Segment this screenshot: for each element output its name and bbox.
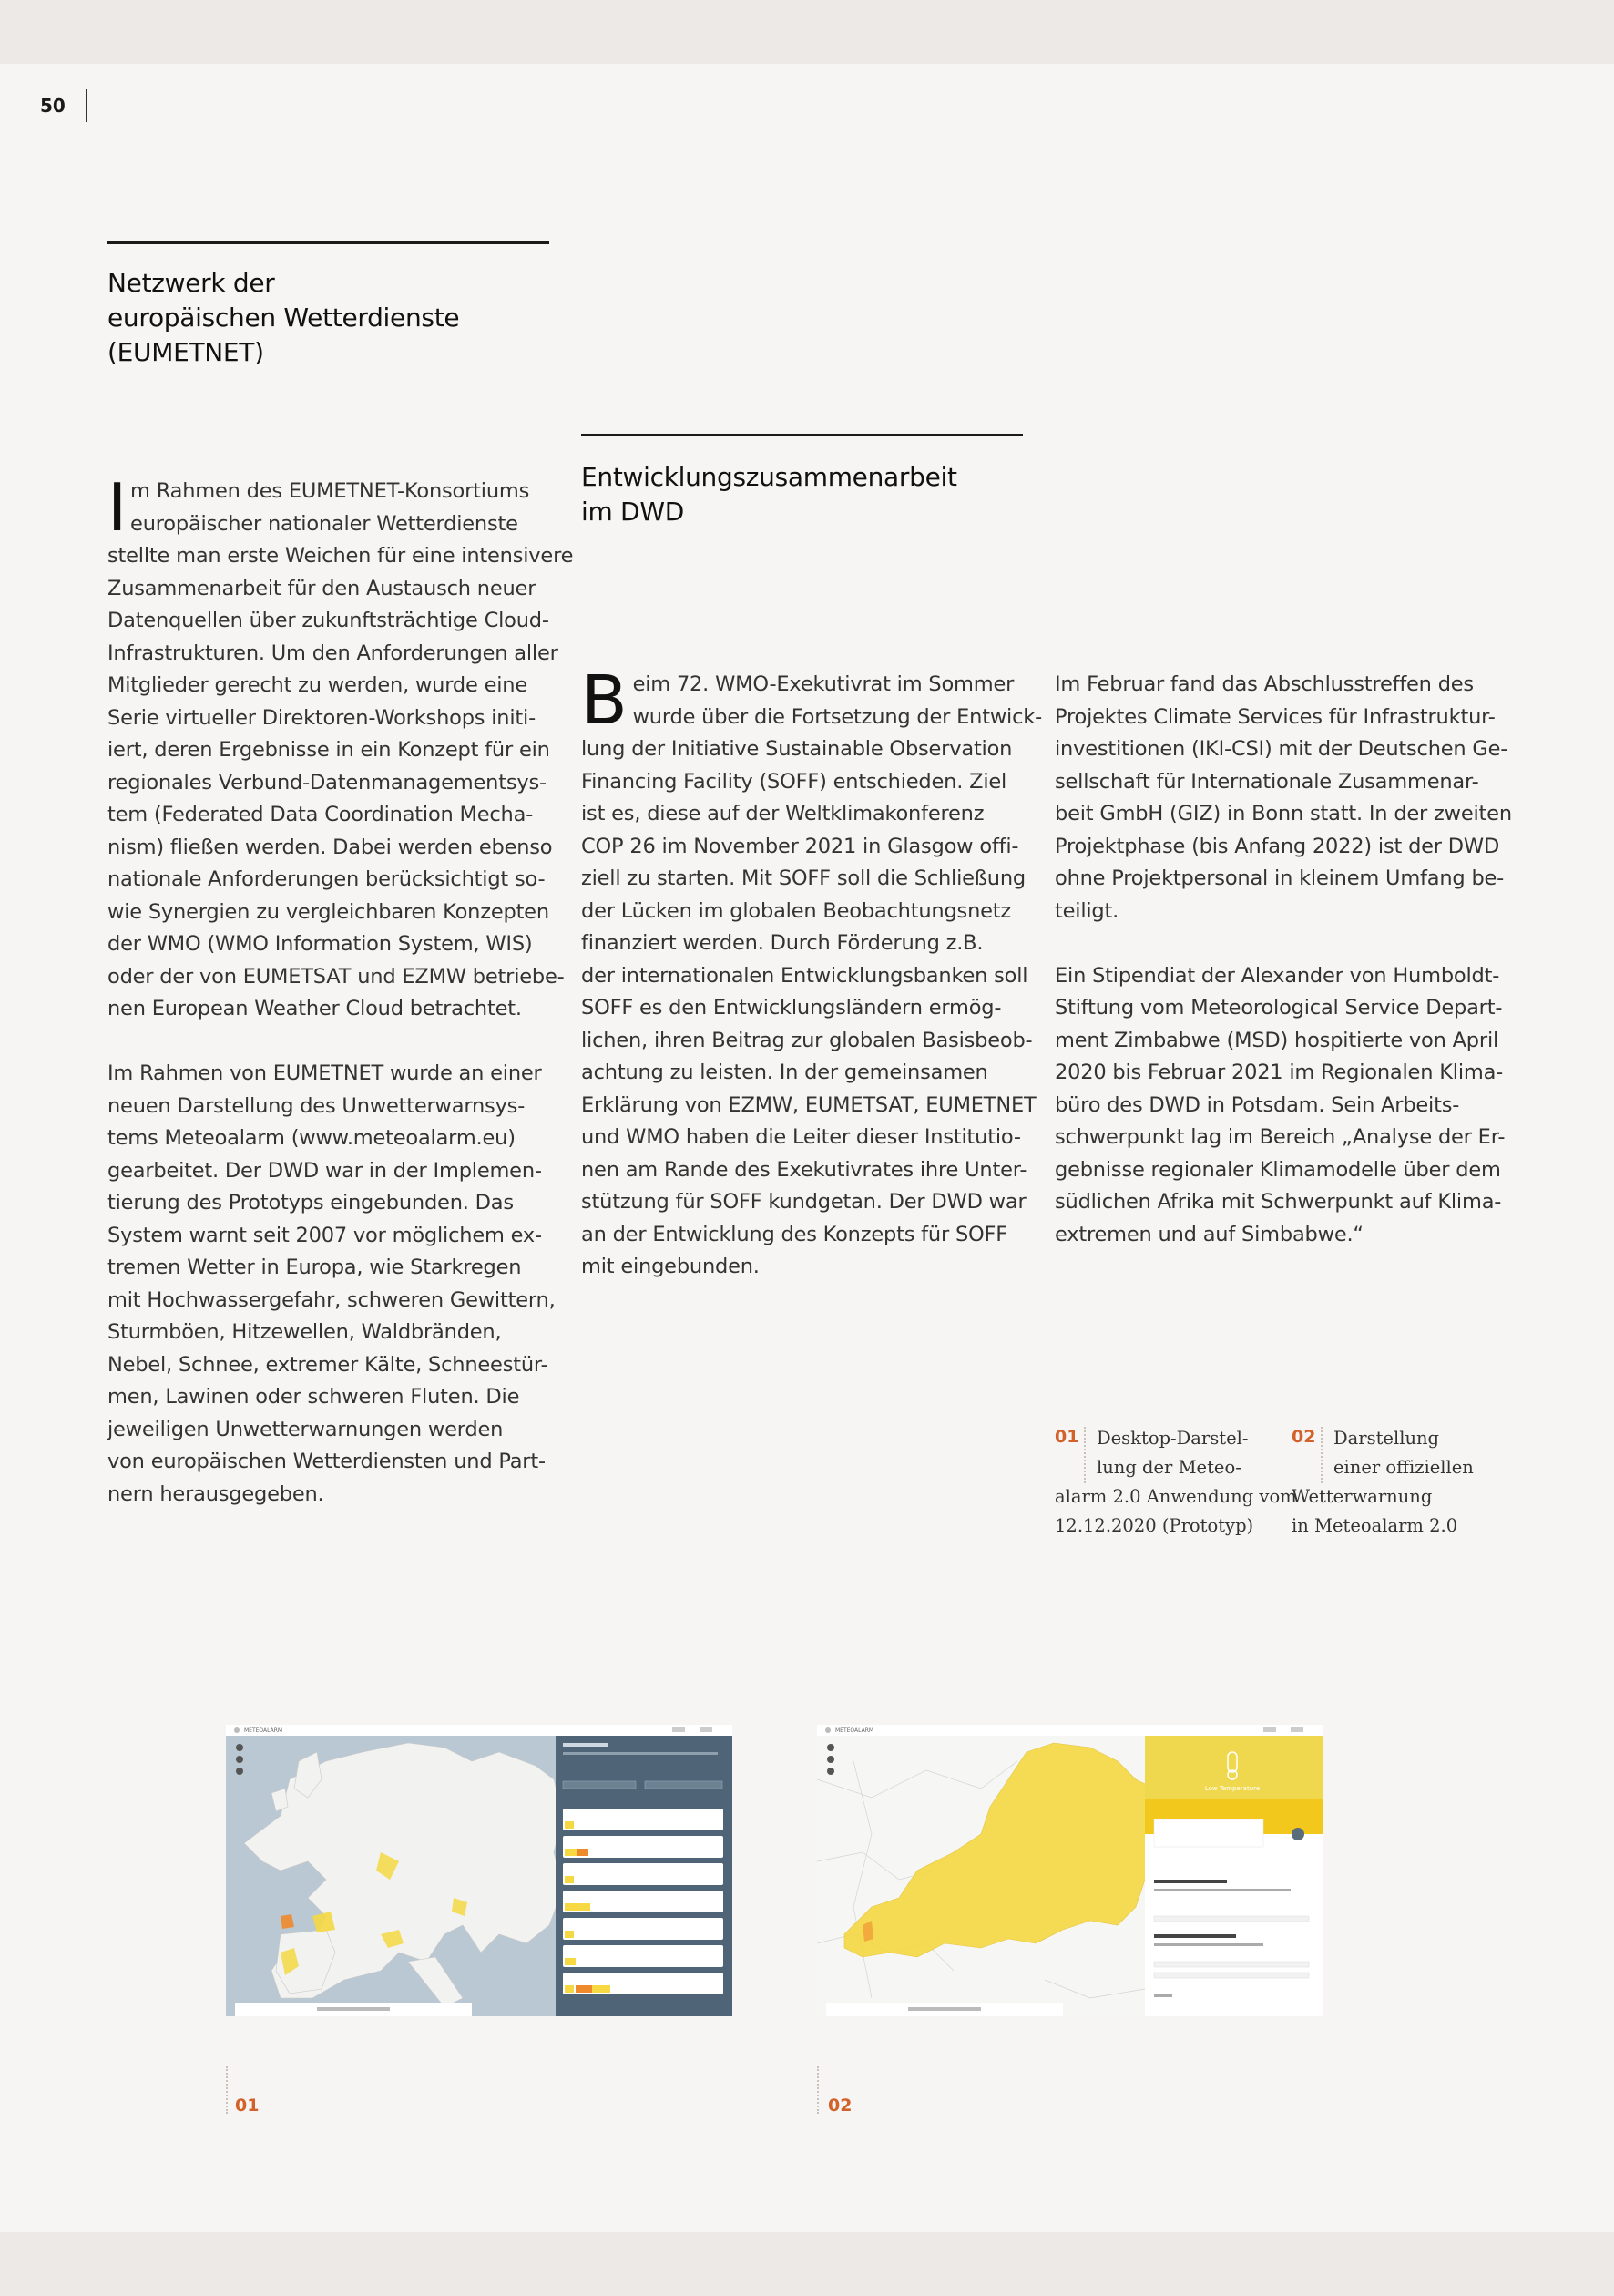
- text-line: teiligt.: [1055, 898, 1119, 923]
- text-line: wie Synergien zu vergleichbaren Konzepten: [107, 899, 549, 924]
- page-number-divider: [86, 89, 87, 122]
- caption-line: Darstellung: [1333, 1428, 1440, 1449]
- middle-heading: [581, 460, 957, 529]
- text-line: Mitglieder gerecht zu werden, wurde eine: [107, 673, 527, 697]
- text-line: der Lücken im globalen Beobachtungsnetz: [581, 898, 1012, 923]
- text-line: System warnt seit 2007 vor möglichem ex-: [107, 1223, 542, 1247]
- figure-number-01: 01: [235, 2096, 260, 2116]
- figure-02-divider: [817, 2066, 819, 2114]
- text-line: ziell zu starten. Mit SOFF soll die Schließung: [581, 866, 1026, 890]
- text-line: 2020 bis Februar 2021 im Regionalen Klima-: [1055, 1061, 1504, 1084]
- text-line: Im Februar fand das Abschlusstreffen des: [1055, 672, 1474, 696]
- text-line: SOFF es den Entwicklungsländern ermög-: [581, 996, 1002, 1020]
- left-heading-rule: [107, 241, 549, 244]
- europe-map-illustration: [226, 1725, 732, 2016]
- dropcap-i: I: [107, 469, 128, 546]
- figure-01-screenshot: [226, 1725, 732, 2016]
- dropcap-b: B: [581, 661, 628, 740]
- text-line: Projektes Climate Services für Infrastruktur-: [1055, 704, 1496, 729]
- right-column-text: [1055, 669, 1510, 1251]
- caption-number-01: 01: [1055, 1427, 1079, 1447]
- text-line: extremen und auf Simbabwe.“: [1055, 1222, 1364, 1246]
- text-line: nen am Rande des Exekutivrates ihre Unter-: [581, 1157, 1027, 1182]
- text-line: an der Entwicklung des Konzepts für SOFF: [581, 1222, 1008, 1246]
- text-line: m Rahmen des EUMETNET-Konsortiums: [130, 479, 530, 503]
- caption-02: [1292, 1424, 1474, 1541]
- caption-01: [1055, 1424, 1297, 1541]
- caption-line: Wetterwarnung: [1292, 1486, 1433, 1507]
- text-line: Serie virtueller Direktoren-Workshops initi-: [107, 705, 536, 730]
- text-line: büro des DWD in Potsdam. Sein Arbeits-: [1055, 1092, 1460, 1117]
- page-number: 50: [40, 95, 66, 117]
- middle-heading-rule: [581, 434, 1023, 436]
- text-line: ist es, diese auf der Weltklimakonferenz: [581, 802, 985, 825]
- text-line: nationale Anforderungen berücksichtigt so-: [107, 867, 546, 891]
- text-line: COP 26 im November 2021 in Glasgow offi-: [581, 834, 1019, 858]
- text-line: Infrastrukturen. Um den Anforderungen aller: [107, 641, 558, 665]
- text-line: der WMO (WMO Information System, WIS): [107, 932, 533, 956]
- text-line: mit eingebunden.: [581, 1255, 760, 1278]
- caption-line: in Meteoalarm 2.0: [1292, 1515, 1458, 1536]
- text-line: achtung zu leisten. In der gemeinsamen: [581, 1061, 988, 1084]
- text-line: der internationalen Entwicklungsbanken soll: [581, 963, 1028, 988]
- figure-number-02: 02: [828, 2096, 853, 2116]
- left-heading-line: europäischen Wetterdienste: [107, 302, 460, 333]
- top-band: [0, 0, 1614, 64]
- text-line: lichen, ihren Beitrag zur globalen Basisbeob-: [581, 1028, 1033, 1052]
- text-line: neuen Darstellung des Unwetterwarnsys-: [107, 1093, 526, 1118]
- caption-line: alarm 2.0 Anwendung vom: [1055, 1486, 1297, 1507]
- text-line: stellte man erste Weichen für eine intensivere: [107, 544, 574, 568]
- text-line: tem (Federated Data Coordination Mecha-: [107, 803, 534, 826]
- text-line: tierung des Prototyps eingebunden. Das: [107, 1191, 514, 1215]
- left-heading-line: (EUMETNET): [107, 337, 264, 367]
- text-line: schwerpunkt lag im Bereich „Analyse der Er-: [1055, 1125, 1506, 1149]
- text-line: Zusammenarbeit für den Austausch neuer: [107, 576, 536, 600]
- caption-line: einer offiziellen: [1333, 1457, 1474, 1478]
- text-line: jeweiligen Unwetterwarnungen werden: [107, 1417, 504, 1441]
- germany-warning-map-illustration: [817, 1725, 1323, 2016]
- text-line: oder der von EUMETSAT und EZMW betriebe-: [107, 964, 565, 989]
- text-line: men, Lawinen oder schweren Fluten. Die: [107, 1385, 520, 1409]
- figure-01-logo-text: METEOALARM: [244, 1727, 283, 1734]
- text-line: Financing Facility (SOFF) entschieden. Ziel: [581, 769, 1007, 794]
- text-line: gearbeitet. Der DWD war in der Implemen-: [107, 1158, 542, 1183]
- figure-01-divider: [226, 2066, 228, 2114]
- left-heading: [107, 266, 459, 370]
- text-line: und WMO haben die Leiter dieser Institutio-: [581, 1125, 1021, 1149]
- text-line: stützung für SOFF kundgetan. Der DWD war: [581, 1190, 1027, 1214]
- text-line: Im Rahmen von EUMETNET wurde an einer: [107, 1061, 542, 1085]
- text-line: lung der Initiative Sustainable Observation: [581, 737, 1013, 761]
- text-line: europäischer nationaler Wetterdienste: [130, 511, 518, 536]
- middle-heading-line: im DWD: [581, 497, 684, 527]
- text-line: von europäischen Wetterdiensten und Part-: [107, 1450, 546, 1473]
- text-line: eim 72. WMO-Exekutivrat im Sommer: [632, 672, 1015, 696]
- text-line: nen European Weather Cloud betrachtet.: [107, 997, 522, 1020]
- figure-02-logo-text: METEOALARM: [835, 1727, 874, 1734]
- figure-02-screenshot: [817, 1725, 1323, 2016]
- middle-heading-line: Entwicklungszusammenarbeit: [581, 462, 957, 492]
- caption-line: 12.12.2020 (Prototyp): [1055, 1515, 1254, 1536]
- text-line: Projektphase (bis Anfang 2022) ist der DWD: [1055, 834, 1500, 858]
- caption-number-02: 02: [1292, 1427, 1316, 1447]
- text-line: nern herausgegeben.: [107, 1481, 324, 1506]
- left-heading-line: Netzwerk der: [107, 268, 275, 298]
- left-column-text: [107, 469, 574, 1511]
- text-line: Datenquellen über zukunftsträchtige Cloud-: [107, 609, 549, 632]
- text-line: Erklärung von EZMW, EUMETSAT, EUMETNET: [581, 1092, 1037, 1117]
- text-line: gebnisse regionaler Klimamodelle über dem: [1055, 1157, 1501, 1182]
- text-line: Stiftung vom Meteorological Service Depart-: [1055, 996, 1503, 1020]
- text-line: mit Hochwassergefahr, schweren Gewittern,: [107, 1287, 556, 1312]
- text-line: finanziert werden. Durch Förderung z.B.: [581, 931, 984, 955]
- text-line: Sturmböen, Hitzewellen, Waldbränden,: [107, 1320, 502, 1344]
- text-line: ohne Projektpersonal in kleinem Umfang be-: [1055, 866, 1505, 890]
- text-line: regionales Verbund-Datenmanagementsys-: [107, 770, 547, 794]
- text-line: tremen Wetter in Europa, wie Starkregen: [107, 1256, 522, 1279]
- caption-line: lung der Meteo-: [1097, 1457, 1241, 1478]
- middle-column-text: [581, 661, 1043, 1284]
- caption-line: Desktop-Darstel-: [1097, 1428, 1249, 1449]
- text-line: nism) fließen werden. Dabei werden ebenso: [107, 835, 553, 859]
- bottom-band: [0, 2232, 1614, 2296]
- text-line: investitionen (IKI-CSI) mit der Deutschen Ge-: [1055, 737, 1508, 761]
- text-line: Nebel, Schnee, extremer Kälte, Schneestür-: [107, 1352, 548, 1377]
- text-line: wurde über die Fortsetzung der Entwick-: [632, 704, 1043, 729]
- text-line: Ein Stipendiat der Alexander von Humboldt-: [1055, 963, 1500, 988]
- figure-02-panel-title: Low Temperature: [1204, 1785, 1261, 1792]
- text-line: tems Meteoalarm (www.meteoalarm.eu): [107, 1126, 516, 1150]
- text-line: südlichen Afrika mit Schwerpunkt auf Klima-: [1055, 1190, 1502, 1214]
- text-line: iert, deren Ergebnisse in ein Konzept für ein: [107, 738, 550, 762]
- text-line: ment Zimbabwe (MSD) hospitierte von April: [1055, 1028, 1499, 1052]
- text-line: sellschaft für Internationale Zusammenar-: [1055, 769, 1479, 794]
- text-line: beit GmbH (GIZ) in Bonn statt. In der zweiten: [1055, 802, 1512, 825]
